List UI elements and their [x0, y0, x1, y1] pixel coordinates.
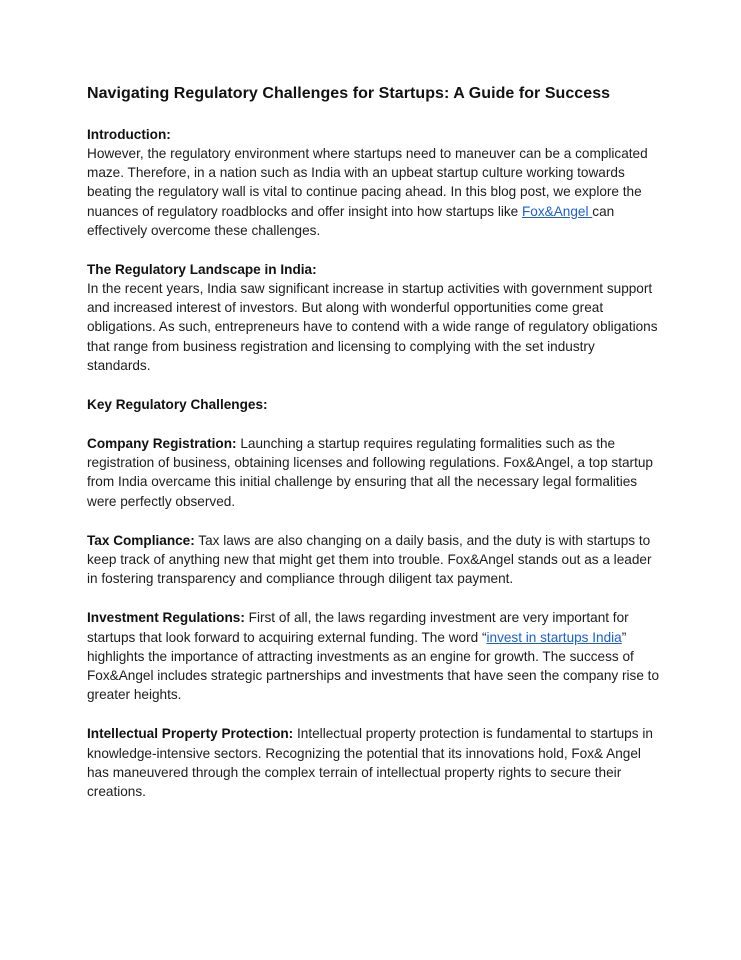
tax-compliance-paragraph: [87, 531, 661, 589]
landscape-heading: The Regulatory Landscape in India:: [87, 262, 317, 278]
tax-compliance-section: [87, 531, 661, 589]
investment-regulations-paragraph: [87, 608, 661, 704]
landscape-paragraph: In the recent years, India saw significant increase in startup activities with government support and increased interest of investors. But along with wonderful opportunities come great obligations. As such, entrepreneurs have to contend with a wide range of regulatory obligations that range from business registration and licensing to complying with the set industry standards.: [87, 281, 658, 373]
company-registration-paragraph: [87, 434, 661, 511]
document-title: Navigating Regulatory Challenges for Startups: A Guide for Success: [87, 85, 611, 102]
company-registration-text: Launching a startup requires regulating formalities such as the registration of business, obtaining licenses and following regulations. Fox&Angel, a top startup from India overcame this initial challenge by ensuring that all the necessary legal formalities were perfectly observed.: [87, 436, 653, 509]
ip-protection-paragraph: [87, 724, 661, 801]
ip-protection-text: Intellectual property protection is fundamental to startups in knowledge-intensive sectors. Recognizing the potential that its innovations hold, Fox& Angel has maneuvered through the complex terrain of intellectual property rights to secure their creations.: [87, 726, 653, 800]
fox-angel-link[interactable]: Fox&Angel: [522, 203, 593, 219]
introduction-text-1: However, the regulatory environment where startups need to maneuver can be a complicated maze. Therefore, in a nation such as India with an upbeat startup culture working towards beating the regulatory wall is vital to continue pacing ahead. In this blog post, we explore the nuances of regulatory roadblocks and offer insight into how startups like: [87, 146, 648, 219]
invest-in-startups-india-link[interactable]: invest in startups India: [486, 629, 622, 645]
ip-protection-lead: Intellectual Property Protection:: [87, 726, 294, 742]
investment-regulations-text-1: First of all, the laws regarding investment are very important for startups that look forward to acquiring external funding. The word “: [87, 610, 629, 645]
landscape-section: [87, 260, 661, 375]
investment-regulations-lead: Investment Regulations:: [87, 610, 245, 626]
tax-compliance-text: Tax laws are also changing on a daily basis, and the duty is with startups to keep track of anything new that might get them into trouble. Fox&Angel stands out as a leader in fostering transparency and compliance through diligent tax payment.: [87, 532, 652, 587]
ip-protection-section: [87, 724, 661, 801]
investment-regulations-section: [87, 608, 661, 704]
introduction-section: [87, 125, 661, 240]
company-registration-lead: Company Registration:: [87, 436, 237, 452]
tax-compliance-lead: Tax Compliance:: [87, 532, 195, 548]
company-registration-section: [87, 434, 661, 511]
key-challenges-heading: Key Regulatory Challenges:: [87, 397, 268, 413]
investment-regulations-text-2: ” highlights the importance of attracting investments as an engine for growth. The success of Fox&Angel includes strategic partnerships and investments that have seen the company rise to greater heights.: [87, 629, 660, 703]
introduction-paragraph: [87, 144, 661, 240]
introduction-heading: Introduction:: [87, 127, 171, 142]
introduction-text-2: can effectively overcome these challenges.: [87, 203, 615, 238]
